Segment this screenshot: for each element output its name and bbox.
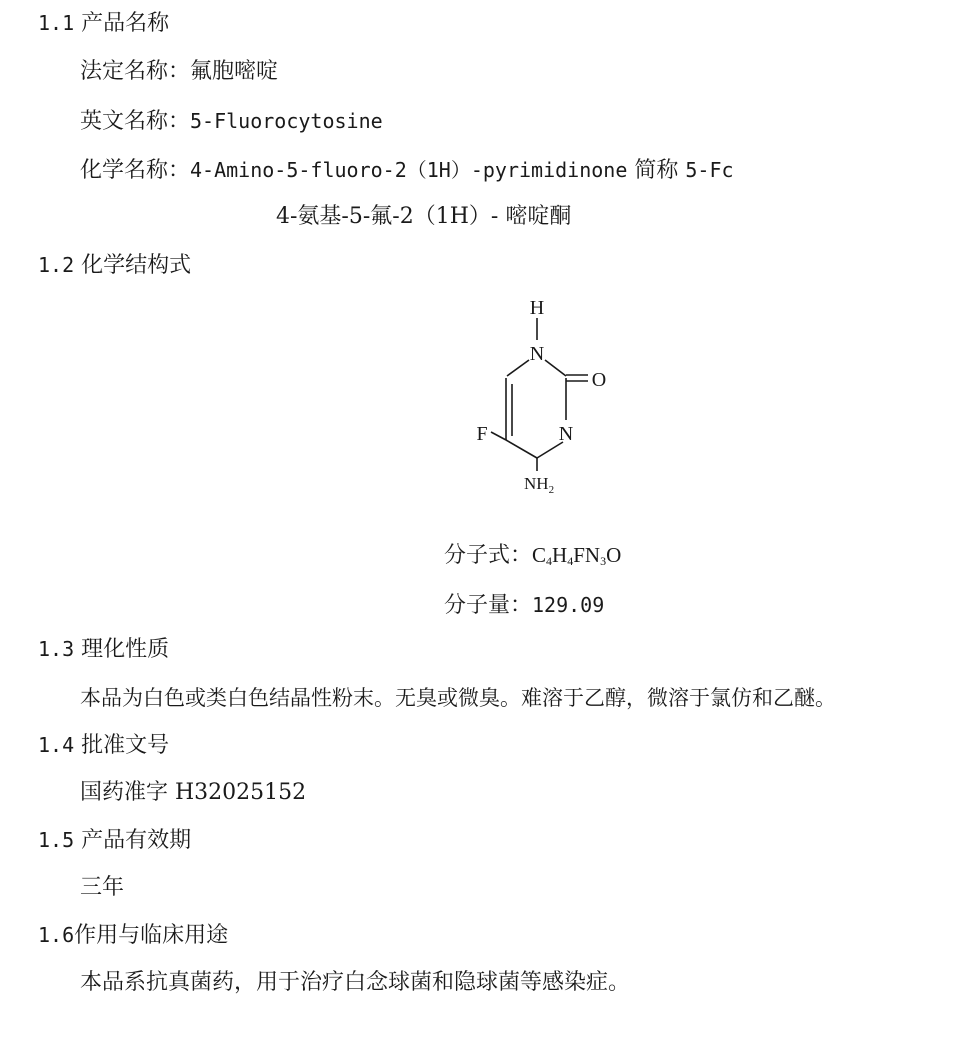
section-title: 作用与临床用途 (74, 923, 229, 948)
bond-c5-f (491, 432, 506, 440)
abbreviation-value: 5-Fc (685, 158, 734, 182)
molecular-formula-row (444, 540, 621, 576)
abbreviation-label: 简称 (634, 158, 679, 183)
approval-number: 国药准字 H32025152 (80, 780, 307, 805)
section-title: 产品名称 (81, 11, 170, 36)
atom-nh2: $NH_2$ (524, 474, 555, 496)
properties-text: 本品为白色或类白色结晶性粉末。无臭或微臭。难溶于乙醇，微溶于氯仿和乙醚。 (80, 686, 836, 710)
atom-h: H (529, 297, 545, 319)
section-title: 产品有效期 (81, 828, 192, 853)
section-1-3-heading (38, 634, 169, 665)
section-title: 理化性质 (81, 637, 170, 662)
bond-c4-c5 (506, 440, 537, 458)
chemical-name-label: 化学名称： (80, 158, 191, 183)
section-number: 1.1 (38, 11, 75, 35)
molecular-formula-label: 分子式： (444, 543, 533, 568)
atom-f: F (476, 423, 488, 445)
english-name-value: 5-Fluorocytosine (190, 109, 383, 133)
molecular-formula: $C_4H_4FN_3O$ (532, 543, 622, 568)
section-number: 1.6 (38, 923, 75, 947)
section-number: 1.4 (38, 733, 75, 757)
clinical-use-text: 本品系抗真菌药，用于治疗白念球菌和隐球菌等感染症。 (80, 970, 631, 995)
molecular-weight-row (444, 590, 604, 621)
atom-n1: N (529, 343, 545, 365)
bond-n1-c2 (545, 360, 566, 376)
section-1-4-heading (38, 730, 169, 761)
section-title: 批准文号 (81, 733, 170, 758)
chemical-name-cn (276, 202, 571, 232)
chemical-name-cn-value: 4-氨基-5-氟-2（1H）- 嘧啶酮 (276, 204, 572, 229)
bond-n1-c6 (507, 360, 529, 376)
section-1-5-heading (38, 825, 191, 856)
chemical-name-row (80, 155, 734, 186)
legal-name-label: 法定名称： (80, 59, 191, 84)
english-name-row (80, 106, 383, 137)
section-1-1-heading (38, 8, 169, 39)
section-1-2-heading (38, 250, 191, 281)
legal-name-value: 氟胞嘧啶 (190, 59, 279, 84)
section-title: 化学结构式 (81, 253, 192, 278)
english-name-label: 英文名称： (80, 109, 191, 134)
atom-o: O (591, 369, 607, 391)
molecular-weight-label: 分子量： (444, 593, 533, 618)
atom-n3: N (558, 423, 574, 445)
shelf-life: 三年 (80, 875, 125, 900)
chemical-name-value: 4-Amino-5-fluoro-2（1H）-pyrimidinone (190, 158, 628, 182)
section-1-6-heading (38, 920, 228, 951)
section-number: 1.2 (38, 253, 75, 277)
molecular-weight-value: 129.09 (532, 593, 605, 617)
section-number: 1.3 (38, 637, 75, 661)
section-number: 1.5 (38, 828, 75, 852)
legal-name-row (80, 57, 278, 87)
chemical-structure (462, 288, 612, 498)
